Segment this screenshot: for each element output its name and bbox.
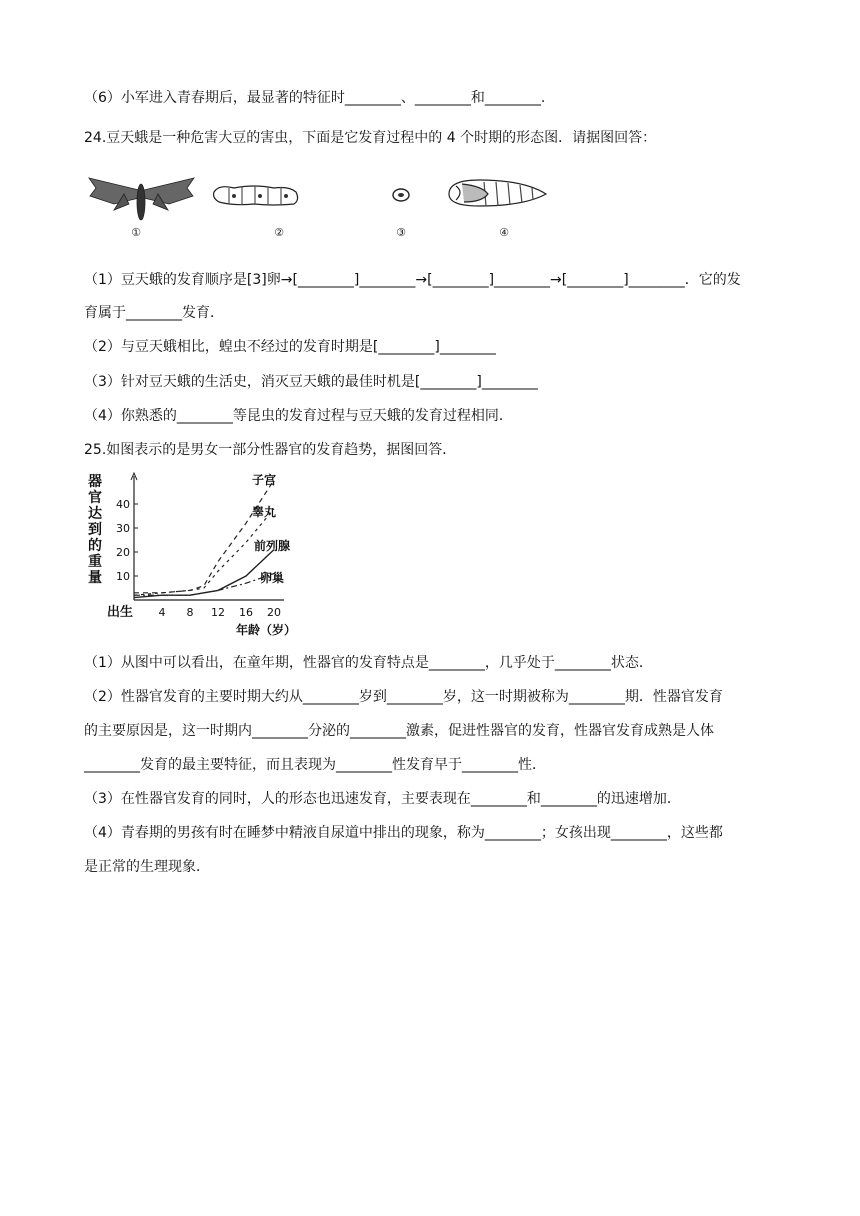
question-24-title: 24.豆天蛾是一种危害大豆的害虫，下面是它发育过程中的 4 个时期的形态图．请据图回答： [84,130,657,146]
ylabel-char: 器 [88,474,102,490]
series-label-1: 子宫 [252,473,277,487]
q25-part1: （1）从图中可以看出，在童年期，性器官的发育特点是________，几乎处于________状态． [84,655,653,671]
q24-part2: （2）与豆天蛾相比，蝗虫不经过的发育时期是[________]________ [84,339,496,355]
series-label-3: 前列腺 [254,539,291,553]
q25-part4-line1: （4）青春期的男孩有时在睡梦中精液自尿道中排出的现象，称为________；女孩出现________，这些都 [84,825,723,841]
q24-part4: （4）你熟悉的________等昆虫的发育过程与豆天蛾的发育过程相同． [84,408,513,424]
question-25-title: 25.如图表示的是男女一部分性器官的发育趋势，据图回答． [84,442,457,458]
organ-growth-chart [84,470,314,640]
x-tick-label: 20 [267,606,281,619]
q25-part2-line3: ________发育的最主要特征，而且表现为________性发育早于________性． [84,757,546,773]
q25-part3: （3）在性器官发育的同时，人的形态也迅速发育，主要表现在________和________的迅速增加． [84,791,681,807]
x-tick-label: 8 [186,606,194,619]
x-tick-label: 4 [158,606,166,619]
x-tick-label: 16 [239,606,253,619]
q24-part3: （3）针对豆天蛾的生活史，消灭豆天蛾的最佳时机是[________]________ [84,374,538,390]
xlabel: 年龄（岁） [235,623,297,637]
pupa-image [449,180,546,206]
q24-part1-line2: 育属于________发育． [84,305,224,321]
y-tick-label: 10 [116,570,130,583]
ylabel-char: 到 [88,522,102,538]
stage-label-2: ② [274,226,284,239]
q25-part4-line2: 是正常的生理现象． [84,859,210,875]
ylabel-char: 达 [88,506,102,522]
ylabel-char: 官 [88,490,102,506]
stage-label-3: ③ [396,226,406,239]
series-line-2 [134,509,274,595]
y-tick-label: 40 [116,498,130,511]
y-tick-label: 30 [116,522,130,535]
q25-part2-line2: 的主要原因是，这一时期内________分泌的________激素，促进性器官的发育，性器官发育成熟是人体 [84,723,714,739]
ylabel-char: 量 [88,570,102,586]
moth-stages-figure [84,170,554,244]
q24-part1-line1: （1）豆天蛾的发育顺序是[3]卵→[________]________→[________]________→[________]________．它的发 [84,272,741,288]
series-label-4: 卵巢 [260,571,285,585]
moth-image [89,178,194,220]
egg-image [393,189,409,201]
ylabel-char: 的 [88,538,102,554]
x-tick-label: 出生 [106,605,134,620]
series-line-3 [134,550,274,598]
stage-label-4: ④ [499,226,509,239]
series-label-2: 睾丸 [252,505,277,519]
larva-image [214,186,298,205]
ylabel-char: 重 [88,554,102,570]
q25-part2-line1: （2）性器官发育的主要时期大约从________岁到________岁，这一时期被称为________期．性器官发育 [84,689,723,705]
line-q6: （6）小军进入青春期后，最显著的特征时________、________和________. [84,90,546,106]
x-tick-label: 12 [211,606,225,619]
stage-label-1: ① [131,226,141,239]
y-tick-label: 20 [116,546,130,559]
series-line-4 [134,574,274,596]
